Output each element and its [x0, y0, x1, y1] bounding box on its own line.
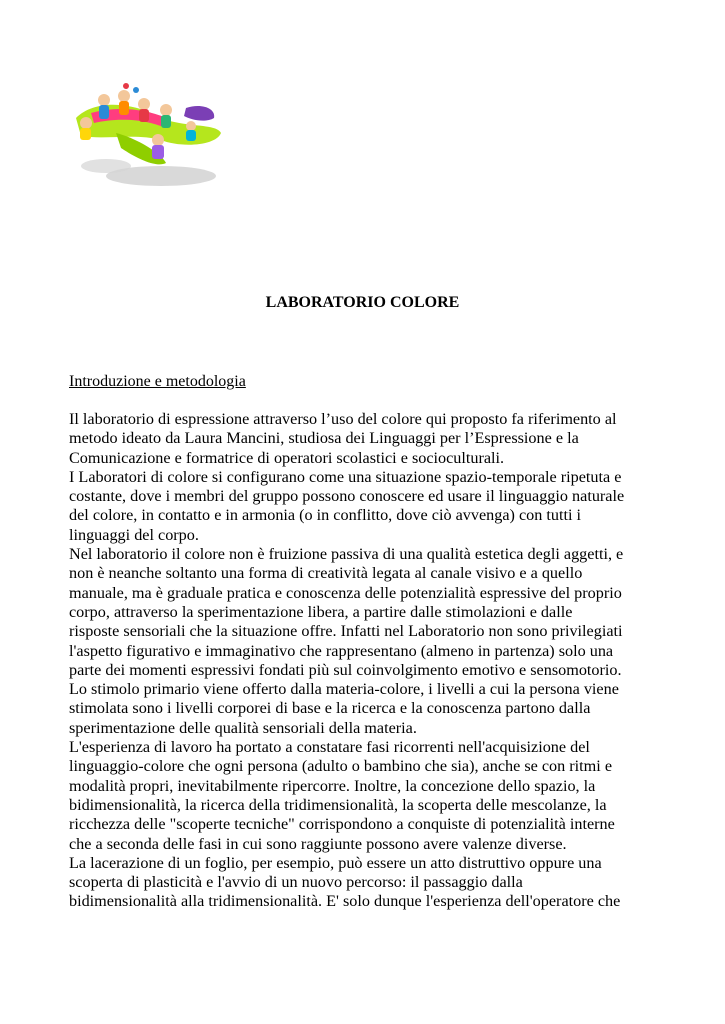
section-heading: Introduzione e metodologia	[69, 373, 246, 390]
body-text-line: Nel laboratorio il colore non è fruizione passiva di una qualità estetica degli aggetti, e	[69, 545, 624, 564]
body-text-line: costante, dove i membri del gruppo possono conoscere ed usare il linguaggio naturale	[69, 487, 625, 506]
body-text-line: l'aspetto figurativo e immaginativo che rappresentano (almeno in partenza) solo una	[69, 641, 614, 660]
children-plane-logo-icon	[66, 78, 226, 196]
body-text-line: linguaggi del corpo.	[69, 525, 199, 544]
body-text-line: stimolata sono i livelli corporei di base e la ricerca e la conoscenza partono dalla	[69, 699, 591, 718]
body-text-line: parte dei momenti espressivi fondati più sul coinvolgimento emotivo e sensomotorio.	[69, 660, 622, 679]
body-text-line: bidimensionalità alla tridimensionalità. E' solo dunque l'esperienza dell'operatore che	[69, 892, 621, 911]
body-text-line: del colore, in contatto e in armonia (o in conflitto, dove ciò avvenga) con tutti i	[69, 506, 582, 525]
body-text-line: linguaggio-colore che ogni persona (adulto o bambino che sia), anche se con ritmi e	[69, 757, 613, 776]
body-text-line: I Laboratori di colore si configurano come una situazione spazio-temporale ripetuta e	[69, 467, 622, 486]
body-text-line: sperimentazione delle qualità sensoriali della materia.	[69, 718, 417, 737]
body-text-line: risposte sensoriali che la situazione offre. Infatti nel Laboratorio non sono privilegiati	[69, 622, 623, 641]
body-text-line: ricchezza delle "scoperte tecniche" corrispondono a conquiste di potenzialità interne	[69, 815, 615, 834]
document-title-text: LABORATORIO COLORE	[265, 294, 460, 311]
body-text-line: bidimensionalità, la ricerca della tridimensionalità, la scoperta delle mescolanze, la	[69, 795, 607, 814]
body-text-line: che a seconda delle fasi in cui sono raggiunte possono avere valenze diverse.	[69, 834, 567, 853]
body-text-line: Il laboratorio di espressione attraverso l’uso del colore qui proposto fa riferimento al	[69, 410, 617, 428]
body-text-line: Lo stimolo primario viene offerto dalla materia-colore, i livelli a cui la persona viene	[69, 680, 619, 699]
document-title	[0, 293, 725, 313]
body-text-line: manuale, ma è graduale pratica e conoscenza delle potenzialità espressive del proprio	[69, 583, 622, 602]
body-text-line: Comunicazione e formatrice di operatori scolastici e socioculturali.	[69, 448, 505, 467]
body-paragraphs	[69, 410, 669, 912]
body-text-line: metodo ideato da Laura Mancini, studiosa dei Linguaggi per l’Espressione e la	[69, 429, 579, 448]
body-text-line: modalità propri, inevitabilmente ripercorre. Inoltre, la concezione dello spazio, la	[69, 776, 596, 795]
body-text-line: non è neanche soltanto una forma di creatività legata al canale visivo e a quello	[69, 564, 583, 583]
body-text-line: scoperta di plasticità e l'avvio di un nuovo percorso: il passaggio dalla	[69, 873, 523, 892]
body-text-line: L'esperienza di lavoro ha portato a constatare fasi ricorrenti nell'acquisizione del	[69, 738, 590, 757]
body-text-line: corpo, attraverso la sperimentazione libera, a partire dalle stimolazioni e dalle	[69, 602, 573, 621]
body-text-line: La lacerazione di un foglio, per esempio, può essere un atto distruttivo oppure una	[69, 853, 602, 872]
